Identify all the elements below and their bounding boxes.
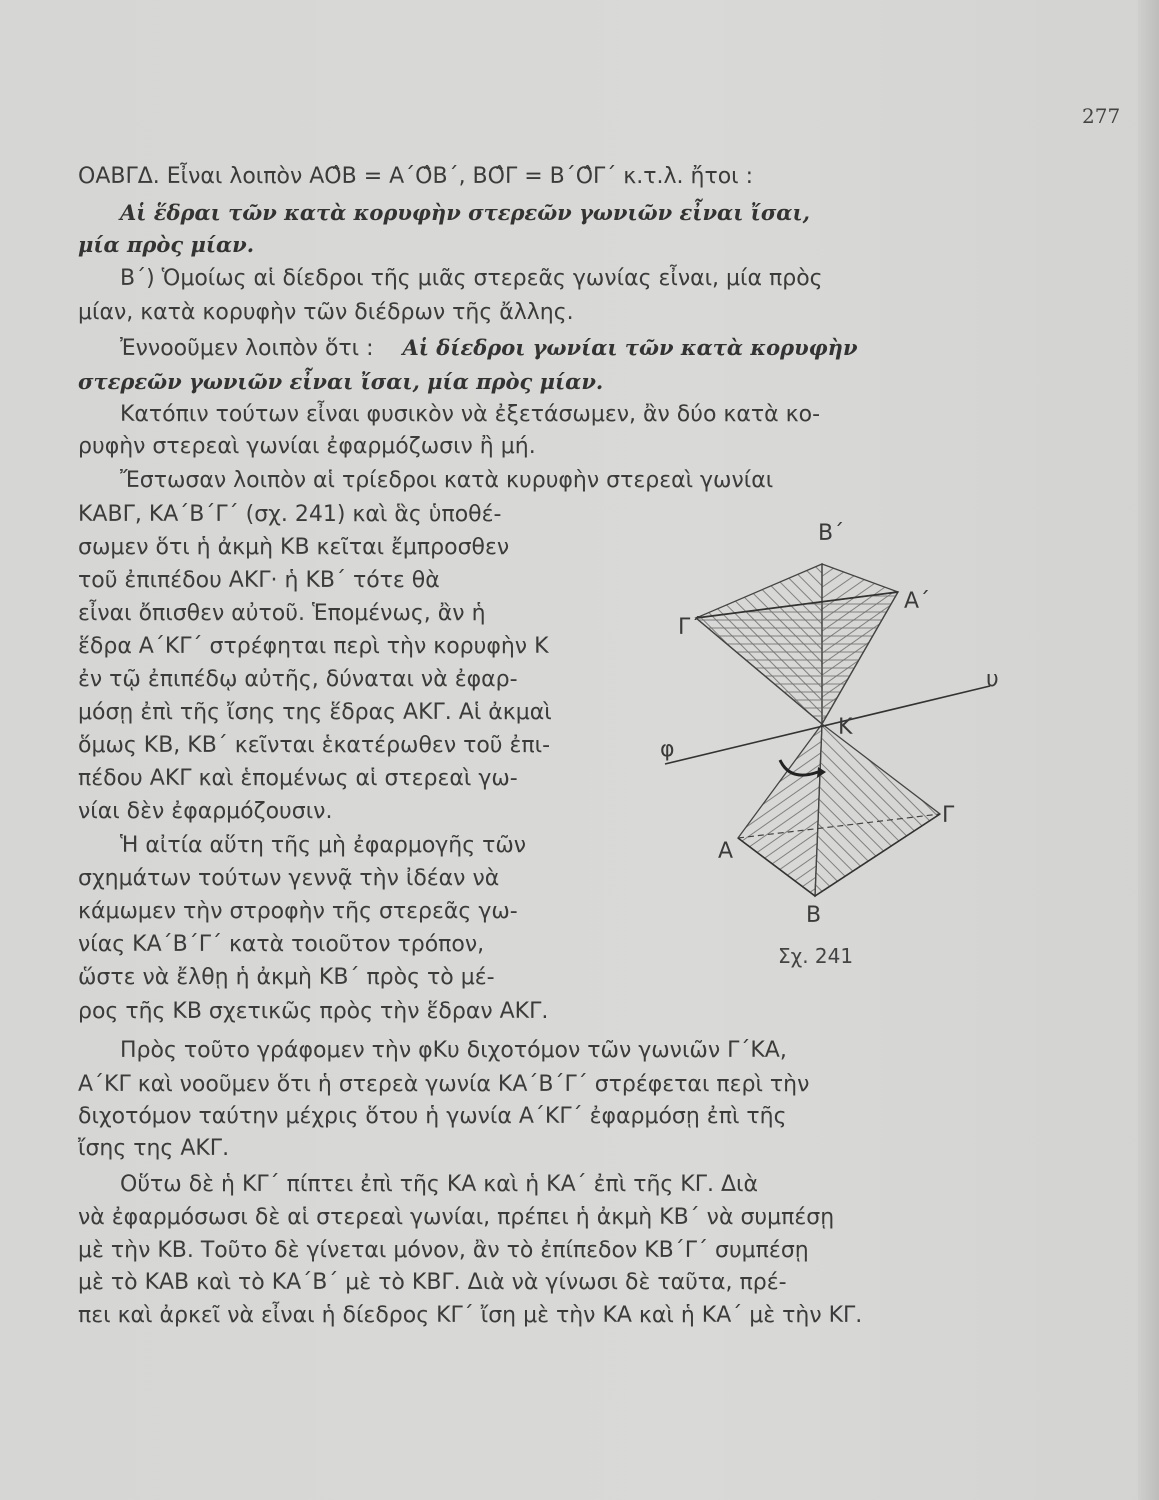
- text-line-26: ρος τῆς ΚΒ σχετικῶς πρὸς τὴν ἕδραν ΑΚΓ.: [78, 999, 549, 1024]
- text-line-29: διχοτόμον ταύτην μέχρις ὅτου ἡ γωνία Α΄ΚΓ΄ ἐφαρμόσῃ ἐπὶ τῆς: [78, 1104, 787, 1129]
- figure-241: [660, 520, 1000, 990]
- page-edge: [1138, 0, 1159, 1500]
- figure-caption: Σχ. 241: [778, 944, 854, 968]
- label-k: Κ: [838, 715, 853, 740]
- text-line-31: Οὕτω δὲ ἡ ΚΓ΄ πίπτει ἐπὶ τῆς ΚΑ καὶ ἡ ΚΑ΄ ἐπὶ τῆς ΚΓ. Διὰ: [120, 1172, 758, 1197]
- text-line-30: ἴσης της ΑΚΓ.: [78, 1136, 230, 1161]
- text-line-35: πει καὶ ἀρκεῖ νὰ εἶναι ἡ δίεδρος ΚΓ΄ ἴση μὲ τὴν ΚΑ καὶ ἡ ΚΑ΄ μὲ τὴν ΚΓ.: [78, 1303, 863, 1328]
- text-line-34: μὲ τὸ ΚΑΒ καὶ τὸ ΚΑ΄Β΄ μὲ τὸ ΚΒΓ. Διὰ νὰ γίνωσι δὲ ταῦτα, πρέ-: [78, 1270, 787, 1295]
- double-pyramid-diagram: [660, 520, 1000, 990]
- text-line-27: Πρὸς τοῦτο γράφομεν τὴν φΚυ διχοτόμον τῶν γωνιῶν Γ΄ΚΑ,: [120, 1038, 787, 1063]
- theorem-line-2: μία πρὸς μίαν.: [78, 232, 255, 257]
- text-line-13: τοῦ ἐπιπέδου ΑΚΓ· ἡ ΚΒ΄ τότε θὰ: [78, 568, 440, 593]
- theorem-line-1: Αἱ ἕδραι τῶν κατὰ κορυφὴν στερεῶν γωνιῶν εἶναι ἴσαι,: [120, 200, 810, 225]
- text-line-28: Α΄ΚΓ καὶ νοοῦμεν ὅτι ἡ στερεὰ γωνία ΚΑ΄Β΄Γ΄ στρέφεται περὶ τὴν: [78, 1072, 810, 1097]
- text-line-25: ὥστε νὰ ἔλθῃ ἡ ἀκμὴ ΚΒ΄ πρὸς τὸ μέ-: [78, 965, 495, 990]
- label-a: Α: [718, 839, 734, 864]
- text-line-11: ΚΑΒΓ, ΚΑ΄Β΄Γ΄ (σχ. 241) καὶ ἃς ὑποθέ-: [78, 502, 502, 527]
- text-line-5: μίαν, κατὰ κορυφὴν τῶν διέδρων τῆς ἄλλης.: [78, 300, 574, 325]
- text-line-15: ἕδρα Α΄ΚΓ΄ στρέφηται περὶ τὴν κορυφὴν Κ: [78, 634, 549, 659]
- text-line-32: νὰ ἐφαρμόσωσι δὲ αἱ στερεαὶ γωνίαι, πρέπει ἡ ἀκμὴ ΚΒ΄ νὰ συμπέσῃ: [78, 1205, 835, 1230]
- text-line-16: ἐν τῷ ἐπιπέδῳ αὐτῆς, δύναται νὰ ἐφαρ-: [78, 667, 518, 692]
- text-line-33: μὲ τὴν ΚΒ. Τοῦτο δὲ γίνεται μόνον, ἂν τὸ ἐπίπεδον ΚΒ΄Γ΄ συμπέσῃ: [78, 1238, 809, 1263]
- text-line-22: σχημάτων τούτων γεννᾷ τὴν ἰδέαν νὰ: [78, 866, 500, 891]
- text-line-17: μόσῃ ἐπὶ τῆς ἴσης της ἕδρας ΑΚΓ. Αἱ ἀκμαὶ: [78, 700, 552, 725]
- text-line-21: Ἡ αἰτία αὕτη τῆς μὴ ἐφαρμογῆς τῶν: [120, 833, 527, 858]
- text-line-20: νίαι δὲν ἐφαρμόζουσιν.: [78, 799, 333, 824]
- text-line-4: Β΄) Ὁμοίως αἱ δίεδροι τῆς μιᾶς στερεᾶς γωνίας εἶναι, μία πρὸς: [120, 266, 823, 291]
- label-g-prime: Γ΄: [678, 615, 702, 640]
- text-line-8: Κατόπιν τούτων εἶναι φυσικὸν νὰ ἐξετάσωμεν, ἂν δύο κατὰ κο-: [120, 402, 821, 427]
- text-line-14: εἶναι ὄπισθεν αὐτοῦ. Ἑπομένως, ἂν ἡ: [78, 601, 486, 626]
- text-line-12: σωμεν ὅτι ἡ ἀκμὴ ΚΒ κεῖται ἔμπροσθεν: [78, 535, 510, 560]
- text-line-18: ὅμως ΚΒ, ΚΒ΄ κεῖνται ἑκατέρωθεν τοῦ ἐπι-: [78, 733, 551, 758]
- text-line-10: Ἔστωσαν λοιπὸν αἱ τρίεδροι κατὰ κυρυφὴν στερεαὶ γωνίαι: [120, 468, 774, 493]
- label-phi: φ: [660, 737, 675, 762]
- text-line-6: [120, 333, 858, 364]
- label-g: Γ: [942, 803, 955, 828]
- label-upsilon: υ: [986, 667, 999, 692]
- lower-face-right: [815, 724, 940, 896]
- text-line-1: ΟΑΒΓΔ. Εἶναι λοιπὸν ΑΟ̂Β = Α΄Ο̂Β΄, ΒΟ̂Γ = Β΄Ο̂Γ΄ κ.τ.λ. ἤτοι :: [78, 164, 754, 189]
- text-line-9: ρυφὴν στερεαὶ γωνίαι ἐφαρμόζωσιν ἢ μή.: [78, 434, 536, 459]
- text-line-19: πέδου ΑΚΓ καὶ ἑπομένως αἱ στερεαὶ γω-: [78, 766, 518, 791]
- text-line-23: κάμωμεν τὴν στροφὴν τῆς στερεᾶς γω-: [78, 899, 518, 924]
- page-number: 277: [1082, 104, 1121, 128]
- theorem-line-4: στερεῶν γωνιῶν εἶναι ἴσαι, μία πρὸς μίαν.: [78, 369, 604, 394]
- label-b-prime: Β΄: [818, 521, 845, 546]
- label-a-prime: Α΄: [904, 589, 931, 614]
- text-line-24: νίας ΚΑ΄Β΄Γ΄ κατὰ τοιοῦτον τρόπον,: [78, 932, 485, 957]
- label-b: Β: [806, 903, 822, 928]
- theorem-line-3: Αἱ δίεδροι γωνίαι τῶν κατὰ κορυφὴν: [402, 335, 858, 360]
- text-line-6-start: Ἐννοοῦμεν λοιπὸν ὅτι :: [120, 336, 374, 361]
